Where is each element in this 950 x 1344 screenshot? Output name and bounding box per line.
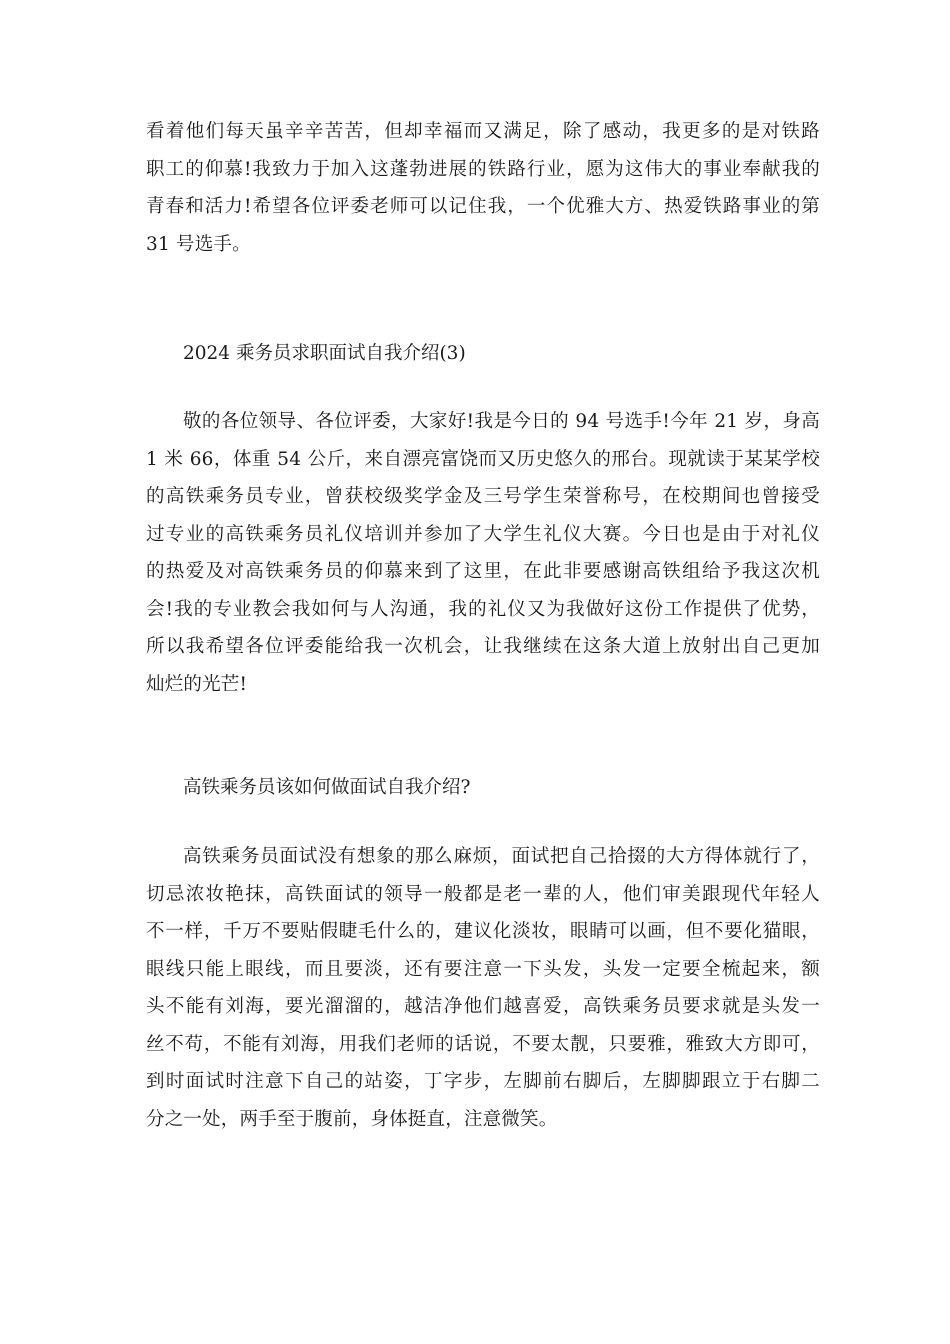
text-line: 看着他们每天虽辛辛苦苦，但却幸福而又满足，除了感动，我更多的是对铁路 bbox=[146, 121, 820, 142]
paragraph-closing-previous bbox=[146, 113, 820, 263]
text-line: 过专业的高铁乘务员礼仪培训并参加了大学生礼仪大赛。今日也是由于对礼仪 bbox=[146, 523, 820, 545]
text-line: 眼线只能上眼线，而且要淡，还有要注意一下头发，头发一定要全梳起来，额 bbox=[146, 958, 820, 980]
text-line: 所以我希望各位评委能给我一次机会，让我继续在这条大道上放射出自己更加 bbox=[146, 636, 820, 657]
text-line: 1 米 66，体重 54 公斤，来自漂亮富饶而又历史悠久的邢台。现就读于某某学校 bbox=[146, 448, 820, 470]
text-line: 切忌浓妆艳抹，高铁面试的领导一般都是老一辈的人，他们审美跟现代年轻人 bbox=[146, 883, 820, 905]
text-line: 敬的各位领导、各位评委，大家好!我是今日的 94 号选手!今年 21 岁，身高 bbox=[183, 411, 820, 432]
text-line: 不一样，千万不要贴假睫毛什么的，建议化淡妆，眼睛可以画，但不要化猫眼， bbox=[146, 921, 820, 942]
text-line: 职工的仰慕!我致力于加入这蓬勃进展的铁路行业，愿为这伟大的事业奉献我的 bbox=[146, 158, 820, 180]
text-line: 丝不苟，不能有刘海，用我们老师的话说，不要太靓，只要雅，雅致大方即可， bbox=[146, 1033, 820, 1055]
text-line: 会!我的专业教会我如何与人沟通，我的礼仪又为我做好这份工作提供了优势， bbox=[146, 598, 820, 620]
text-line: 头不能有刘海，要光溜溜的，越洁净他们越喜爱，高铁乘务员要求就是头发一 bbox=[146, 996, 820, 1017]
text-line: 高铁乘务员面试没有想象的那么麻烦，面试把自己拾掇的大方得体就行了， bbox=[183, 846, 820, 867]
text-line: 的高铁乘务员专业，曾获校级奖学金及三号学生荣誉称号，在校期间也曾接受 bbox=[146, 486, 820, 507]
text-line: 分之一处，两手至于腹前，身体挺直，注意微笑。 bbox=[146, 1108, 558, 1130]
text-line: 青春和活力!希望各位评委老师可以记住我，一个优雅大方、热爱铁路事业的第 bbox=[146, 196, 820, 217]
section-heading-self-intro-3: 2024 乘务员求职面试自我介绍(3) bbox=[183, 343, 466, 364]
paragraph-self-intro bbox=[146, 403, 820, 703]
text-line: 到时面试时注意下自己的站姿，丁字步，左脚前右脚后，左脚脚跟立于右脚二 bbox=[146, 1071, 820, 1092]
text-line: 灿烂的光芒! bbox=[146, 673, 248, 695]
section-heading-how-to-intro: 高铁乘务员该如何做面试自我介绍? bbox=[183, 777, 471, 798]
paragraph-interview-tips bbox=[146, 838, 820, 1138]
text-line: 的热爱及对高铁乘务员的仰慕来到了这里，在此非要感谢高铁组给予我这次机 bbox=[146, 561, 820, 582]
text-line: 31 号选手。 bbox=[146, 233, 251, 255]
